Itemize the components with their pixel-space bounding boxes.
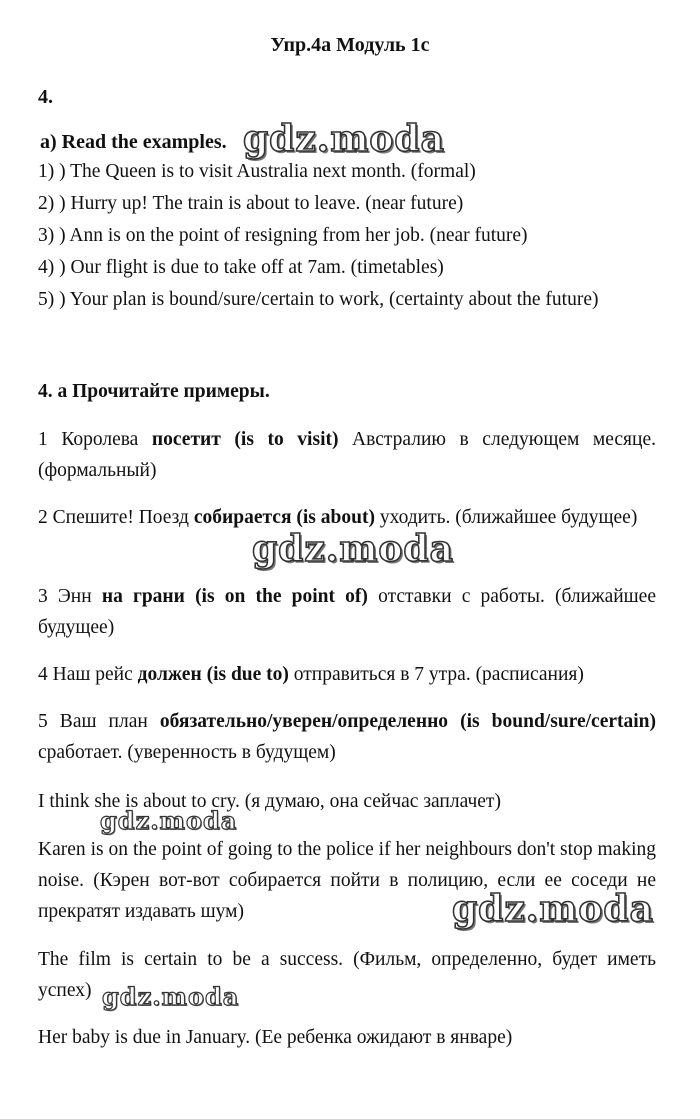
extra-example-1: I think she is about to cry. (я думаю, она сейчас заплачет) — [38, 791, 501, 812]
extra-example-4: Her baby is due in January. (Ее ребенка ожидают в январе) — [38, 1027, 513, 1048]
extra-example-2: Karen is on the point of going to the police if her neighbours don't stop making noise. (Кэрен вот-вот собирается пойти в полицию, если ее соседи не прекратят издавать шум) — [38, 839, 656, 922]
watermark-logo: gdz.moda — [243, 118, 445, 160]
watermark-logo: gdz.moda — [252, 528, 454, 570]
translation-item-2: 2 Спешите! Поезд собирается (is about) уходить. (ближайшее будущее) — [38, 507, 638, 528]
translation-item-4: 4 Наш рейс должен (is due to) отправиться в 7 утра. (расписания) — [38, 664, 584, 685]
exercise-number: 4. — [38, 86, 53, 108]
translation-heading: 4. a Прочитайте примеры. — [38, 381, 270, 402]
watermark-logo: gdz.moda — [100, 806, 238, 835]
translation-item-5: 5 Ваш план обязательно/уверен/определенно (is bound/sure/certain) сработает. (уверенность в будущем) — [38, 711, 657, 763]
example-line-1: 1) ) The Queen is to visit Australia next month. (formal) — [38, 161, 476, 182]
example-line-2: 2) ) Hurry up! The train is about to leave. (near future) — [38, 193, 464, 214]
example-line-3: 3) ) Ann is on the point of resigning from her job. (near future) — [38, 225, 528, 246]
translation-item-1: 1 Королева посетит (is to visit) Австралию в следующем месяце. (формальный) — [38, 429, 656, 481]
example-line-4: 4) ) Our flight is due to take off at 7am. (timetables) — [38, 257, 444, 278]
example-line-5: 5) ) Your plan is bound/sure/certain to work, (certainty about the future) — [38, 289, 599, 310]
extra-example-3: The film is certain to be a success. (Фильм, определенно, будет иметь успех) — [38, 949, 656, 1001]
watermark-logo: gdz.moda — [452, 888, 654, 930]
translation-item-3: 3 Энн на грани (is on the point of) отставки с работы. (ближайшее будущее) — [38, 586, 656, 638]
page-title: Упр.4a Модуль 1c — [270, 34, 430, 56]
part-a-heading: a) Read the examples. — [40, 131, 227, 153]
watermark-logo: gdz.moda — [102, 982, 240, 1011]
